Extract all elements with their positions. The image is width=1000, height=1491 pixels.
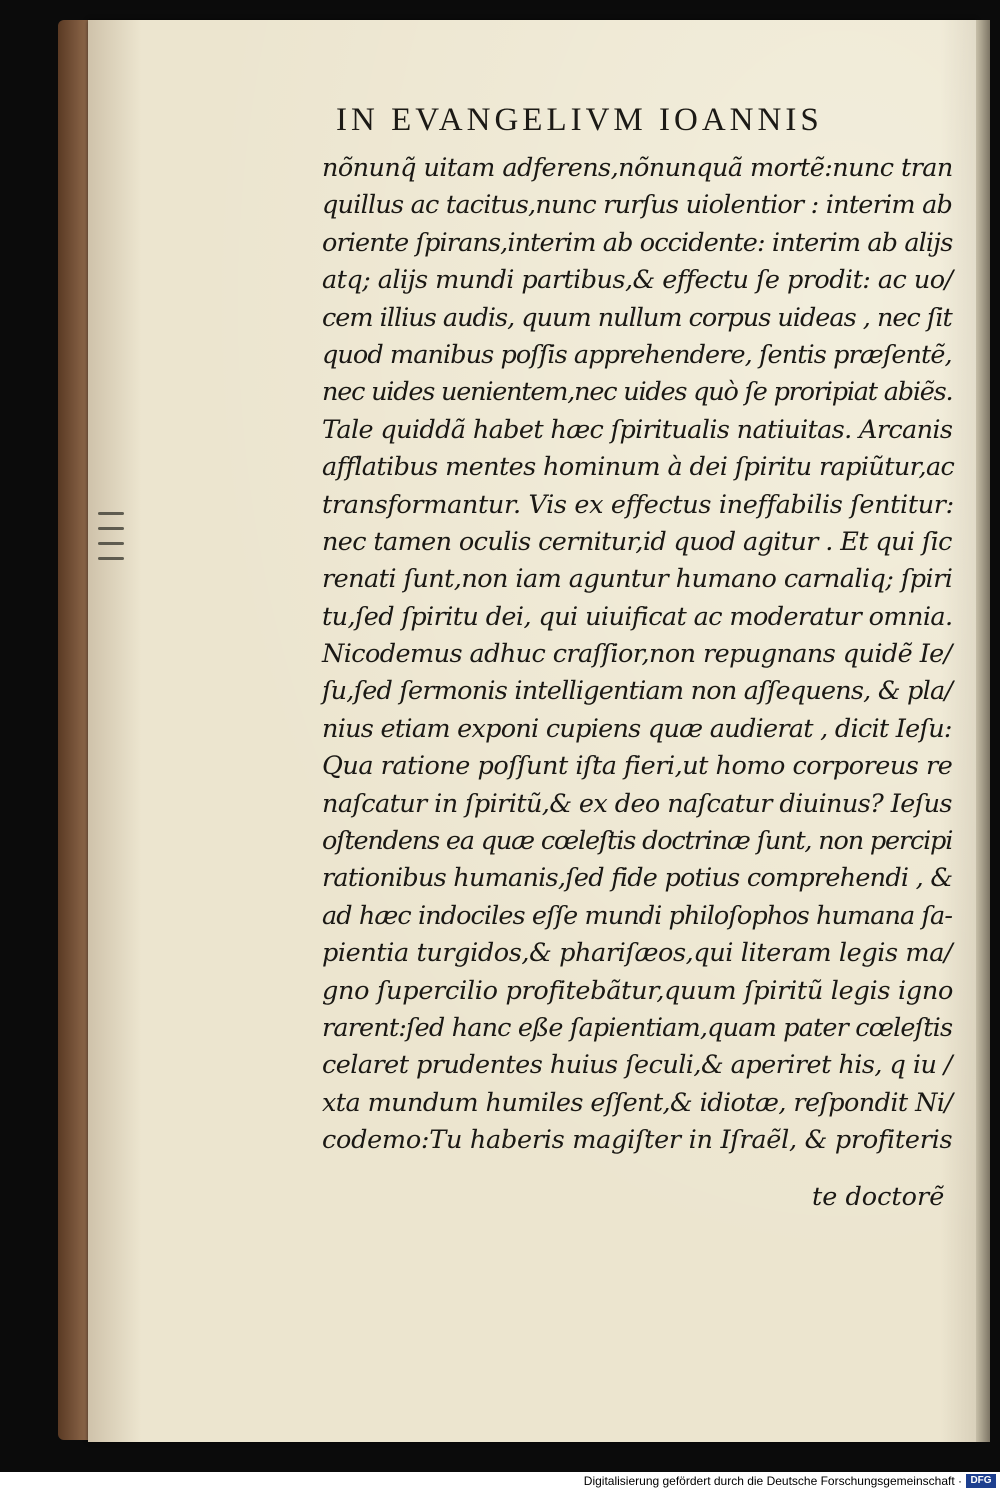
text-line: oſtendens ea quæ cœleſtis doctrinæ ſunt, non percipi	[322, 826, 953, 857]
text-line: transformantur. Vis ex effectus ineffabilis ſentitur:	[322, 489, 954, 520]
text-line: renati ſunt,non iam aguntur humano carnaliq; ſpiri	[322, 564, 953, 595]
text-line: nec tamen oculis cernitur,id quod agitur . Et qui ſic	[322, 526, 952, 557]
text-line: quillus ac tacitus,nunc rurſus uiolentior : interim ab	[322, 190, 953, 221]
text-line: Qua ratione poſſunt iſta fieri,ut homo corporeus re	[322, 751, 953, 782]
text-line: celaret prudentes huius ſeculi,& aperiret his, q iu /	[322, 1050, 952, 1081]
text-line: nõnunq̃ uitam adferens,nõnunquã mortẽ:nunc tran	[322, 153, 953, 183]
text-line: nius etiam exponi cupiens quæ audierat , dicit Ieſu:	[322, 713, 952, 744]
text-line: ſu,ſed ſermonis intelligentiam non aſſequens, & pla/	[322, 676, 953, 707]
text-line: xta mundum humiles eſſent,& idiotæ, reſpondit Ni/	[322, 1087, 953, 1118]
body-text	[322, 150, 955, 1160]
text-line: ad hæc indociles eſſe mundi philoſophos humana ſa-	[322, 900, 953, 931]
text-line: tu,ſed ſpiritu dei, qui uiuificat ac moderatur omnia.	[322, 601, 953, 632]
text-line: oriente ſpirans,interim ab occidente: interim ab alijs	[322, 227, 953, 258]
text-line: cem illius audis, quum nullum corpus uideas , nec ſit	[322, 302, 952, 333]
footer-credit: Digitalisierung gefördert durch die Deutsche Forschungsgemeinschaft ·	[583, 1474, 962, 1488]
text-line: gno ſupercilio profitebãtur,quum ſpiritũ legis igno	[322, 975, 954, 1006]
text-line: rarent:ſed hanc eße ſapientiam,quam pater cœleſtis	[322, 1012, 953, 1043]
book-edge-right	[976, 20, 990, 1442]
text-line: naſcatur in ſpiritũ,& ex deo naſcatur diuinus? Ieſus	[322, 788, 952, 819]
text-line: quod manibus poſſis apprehendere, ſentis præſentẽ,	[322, 339, 952, 370]
dfg-logo-icon: DFG	[966, 1474, 996, 1488]
text-line: pientia turgidos,& phariſæos,qui literam legis ma/	[322, 938, 953, 969]
catchword: te doctorẽ	[812, 1182, 945, 1212]
text-line: afflatibus mentes hominum à dei ſpiritu rapiũtur,ac	[322, 452, 955, 483]
text-line: Nicodemus adhuc craſſior,non repugnans quidẽ Ie/	[322, 639, 952, 670]
text-line: nec uides uenientem,nec uides quò ſe proripiat abiẽs.	[322, 377, 953, 408]
text-line: Tale quiddã habet hæc ſpiritualis natiuitas. Arcanis	[322, 414, 953, 445]
text-line: rationibus humanis,ſed fide potius comprehendi , &	[322, 863, 953, 894]
text-line: codemo:Tu haberis magiſter in Iſraẽl, & profiteris	[322, 1125, 953, 1156]
text-line: atq; alijs mundi partibus,& effectu ſe prodit: ac uo/	[322, 265, 953, 296]
bleed-through-marks	[98, 500, 128, 620]
footer-bar	[0, 1472, 1000, 1491]
running-header: IN EVANGELIVM IOANNIS	[336, 102, 823, 138]
